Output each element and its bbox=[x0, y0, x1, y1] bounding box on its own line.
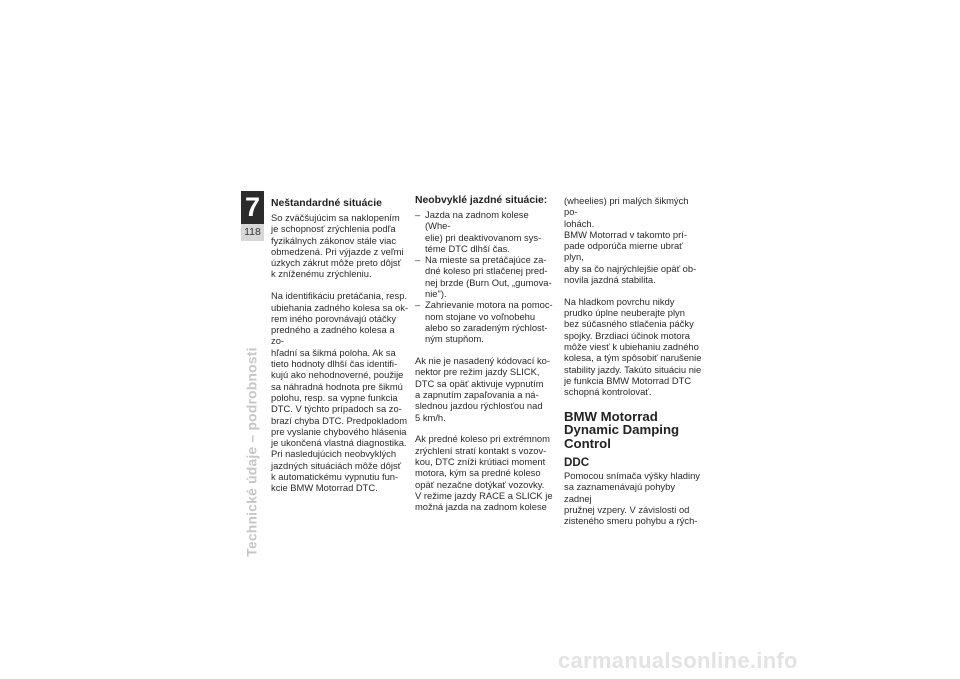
paragraph: Na hladkom povrchu nikdy prudko úplne neuberajte plyn bez súčasného stlačenia páčky spojky. Brzdiaci účinok motora môže viesť k ubiehaniu zadného kolesa, a tým spôsobiť narušenie stability jazdy. Takúto situáciu nie je funkcia BMW Motorrad DTC schopná kontrolovať. bbox=[564, 295, 702, 398]
situation-list bbox=[415, 209, 553, 345]
subheading-ddc: DDC bbox=[564, 455, 590, 469]
paragraph: Ak predné koleso pri extrémnom zrýchlení stratí kontakt s vozov- kou, DTC zníži krútiaci moment motora, kým sa predné koleso opäť nezačne dotýkať vozovky. V režime jazdy RACE a SLICK je možná jazda na zadnom kolese bbox=[415, 433, 553, 513]
list-item-text: Zahrievanie motora na pomoc- nom stojane vo voľnobehu alebo so zaradeným rýchlost- ným stupňom. bbox=[425, 299, 553, 345]
heading-unusual-riding-situations: Neobvyklé jazdné situácie: bbox=[415, 195, 548, 206]
watermark: carmanualsonline.info bbox=[558, 648, 798, 673]
dash-bullet: – bbox=[415, 254, 421, 266]
list-item bbox=[415, 209, 553, 254]
list-item bbox=[415, 254, 553, 299]
paragraph: Na identifikáciu pretáčania, resp. ubiehania zadného kolesa sa ok- rem iného porovnávajú otáčky predného a zadného kolesa a zo- hľadní sa šikmá poloha. Ak sa tieto hodnoty dlhší čas identifi- kujú ako nehodnoverné, použije sa náhradná hodnota pre šikmú polohu, resp. sa vypne funkcia DTC. V týchto prípadoch sa zo- brazí chyba DTC. Predpokladom pre vyslanie chybového hlásenia je ukončená vlastná diagnostika. Pri nasledujúcich neobvyklých jazdných situáciách môže dôjsť k automatickému vypnutiu fun- kcie BMW Motorrad DTC. bbox=[271, 290, 409, 494]
paragraph: Pomocou snímača výšky hladiny sa zaznamenávajú pohyby zadnej pružnej vzpery. V závislosti od zisteného smeru pohybu a rých- bbox=[564, 469, 700, 527]
text-column-3 bbox=[564, 195, 704, 537]
heading-dynamic-damping-control: BMW Motorrad Dynamic Damping Control bbox=[564, 408, 680, 452]
dash-bullet: – bbox=[415, 209, 421, 220]
list-item bbox=[415, 299, 553, 344]
heading-unusual-situations: Neštandardné situácie bbox=[271, 198, 382, 209]
list-item-text: Na mieste sa pretáčajúce za- dné koleso pri stlačenej pred- nej brzde (Burn Out, „gumova- nie"). bbox=[425, 254, 552, 300]
chapter-number: 7 bbox=[241, 191, 264, 224]
chapter-marker bbox=[241, 191, 264, 241]
paragraph: (wheelies) pri malých šikmých po- lohách. BMW Motorrad v takomto prí- pade odporúča mierne ubrať plyn, aby sa čo najrýchlejšie opäť ob- novila jazdná stabilita. bbox=[564, 195, 697, 286]
list-item-text: Jazda na zadnom kolese (Whe- elie) pri deaktivovanom sys- téme DTC dlhší čas. bbox=[425, 209, 542, 254]
page-number: 118 bbox=[244, 226, 261, 238]
text-column-1 bbox=[271, 198, 409, 504]
paragraph: Ak nie je nasadený kódovací ko- nektor pre režim jazdy SLICK, DTC sa opäť aktivuje vypnutím a zapnutím zapaľovania a ná- slednou jazdou rýchlosťou nad 5 km/h. bbox=[415, 355, 550, 423]
paragraph: So zväčšujúcim sa naklopením je schopnosť zrýchlenia podľa fyzikálnych zákonov stále viac obmedzená. Pri výjazde z veľmi úzkych zákrut môže preto dôjsť k zníženému zrýchleniu. bbox=[271, 212, 404, 280]
dash-bullet: – bbox=[415, 299, 421, 311]
text-column-2 bbox=[415, 195, 553, 523]
section-side-title: Technické údaje – podrobnosti bbox=[244, 347, 260, 557]
